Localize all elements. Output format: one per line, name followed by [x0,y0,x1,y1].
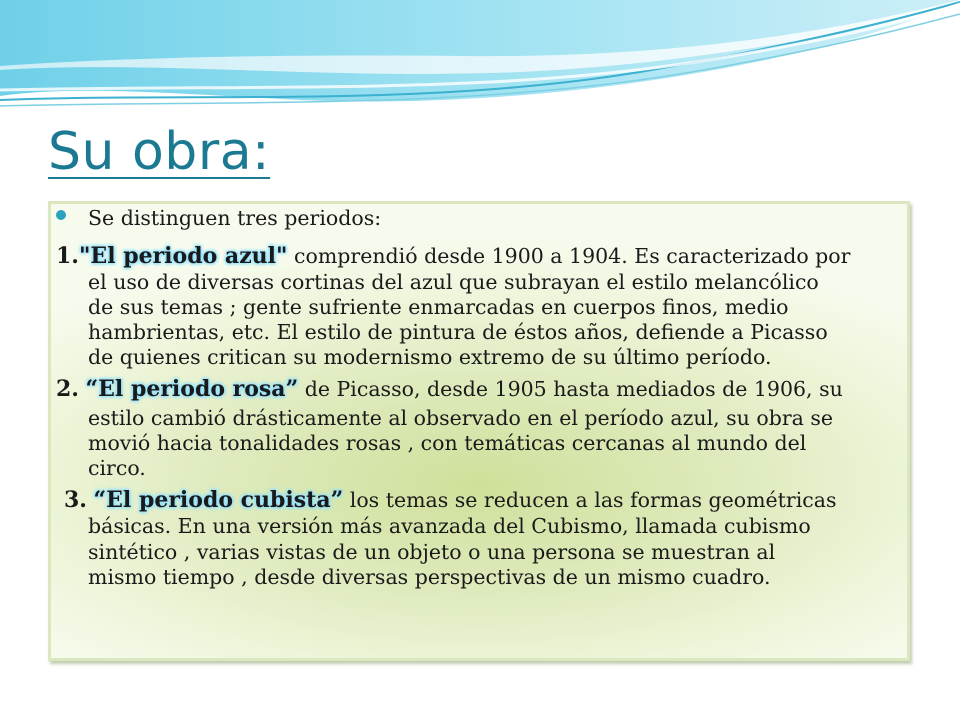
period-1-text-line: de quienes critican su modernismo extremo de su último período. [88,345,772,369]
period-1-text-line: el uso de diversas cortinas del azul que subrayan el estilo melancólico [88,270,819,294]
intro-text: Se distinguen tres periodos: [88,206,382,230]
period-3-text-line: mismo tiempo , desde diversas perspectivas de un mismo cuadro. [88,565,771,589]
period-3-text-line: básicas. En una versión más avanzada del Cubismo, llamada cubismo [88,514,811,538]
period-1-text-line: de sus temas ; gente sufriente enmarcadas en cuerpos finos, medio [88,295,789,319]
slide-title: Su obra: [48,122,271,182]
period-3-name: “El periodo cubista” [93,487,344,513]
period-1-text-line: comprendió desde 1900 a 1904. Es caracterizado por [287,244,851,268]
period-2-text-line: estilo cambió drásticamente al observado en el período azul, su obra se [88,406,834,430]
period-3-text-line: los temas se reducen a las formas geométricas [343,488,837,512]
period-1-number: 1. [56,243,79,269]
period-1-text-line: hambrientas, etc. El estilo de pintura de éstos años, defiende a Picasso [88,320,828,344]
period-2-text-line: movió hacia tonalidades rosas , con temáticas cercanas al mundo del [88,431,807,455]
period-1-first-line [56,244,850,268]
period-2-first-line [56,377,843,401]
period-2-text-line: de Picasso, desde 1905 hasta mediados de 1906, su [298,377,843,401]
header-wave-decoration [0,0,960,120]
period-2-name: “El periodo rosa” [85,376,299,402]
bullet-icon [56,210,66,220]
period-1-name: "El periodo azul" [78,243,288,269]
period-2-text-line: circo. [88,456,146,480]
period-3-number: 3. [64,487,87,513]
period-2-number: 2. [56,376,79,402]
period-3-text-line: sintético , varias vistas de un objeto o una persona se muestran al [88,540,776,564]
period-3-first-line [64,488,837,512]
